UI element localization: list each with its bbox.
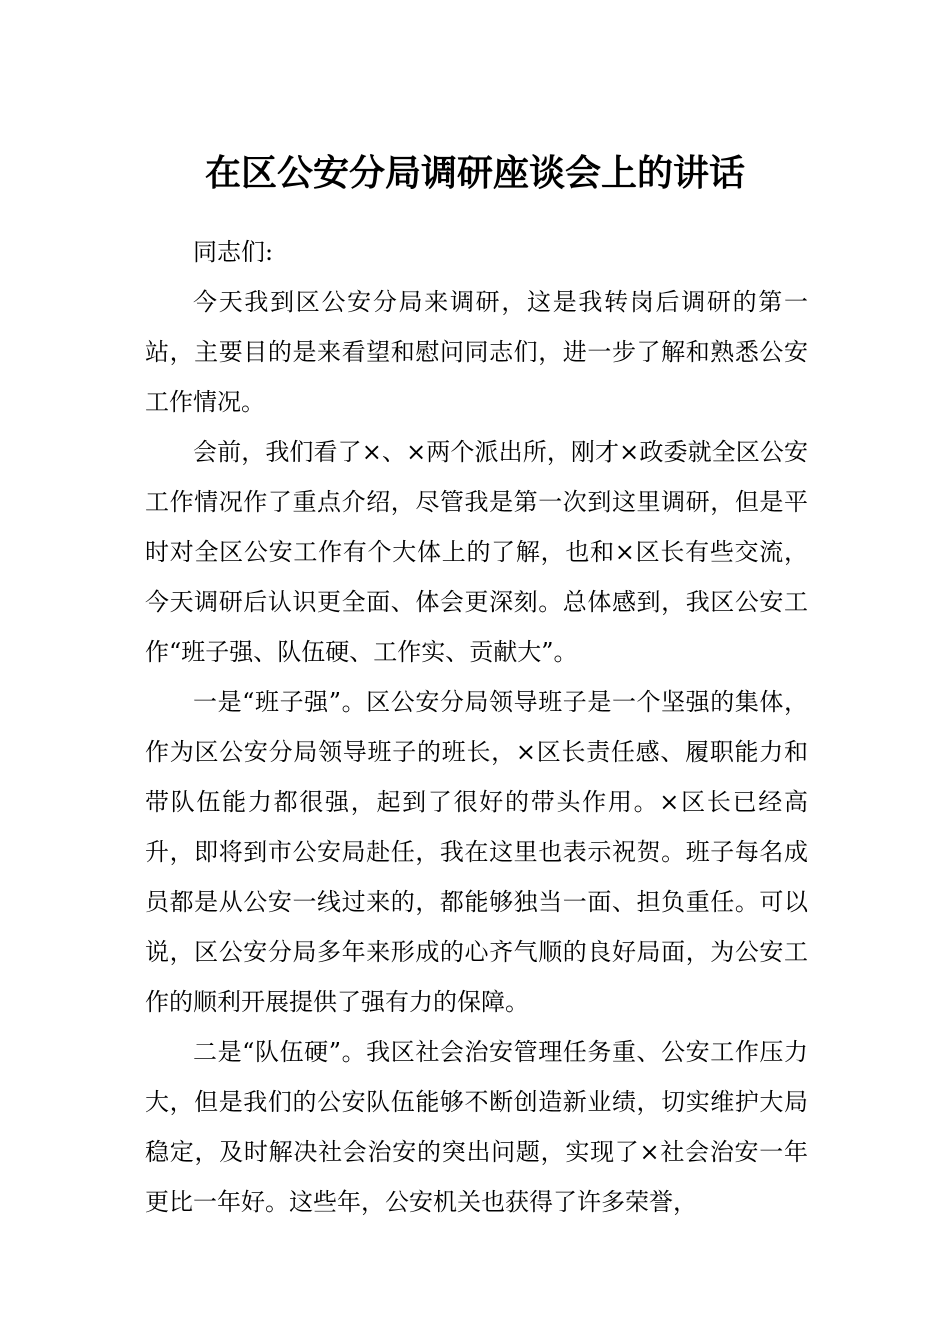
paragraph: 今天我到区公安分局来调研，这是我转岗后调研的第一站，主要目的是来看望和慰问同志们，进一步了解和熟悉公安工作情况。 [145, 288, 808, 416]
document-title: 在区公安分局调研座谈会上的讲话 [204, 152, 745, 194]
paragraph: 二是“队伍硬”。我区社会治安管理任务重、公安工作压力大，但是我们的公安队伍能够不断创造新业绩，切实维护大局稳定，及时解决社会治安的突出问题，实现了×社会治安一年更比一年好。这些年，公安机关也获得了许多荣誉， [145, 1038, 808, 1216]
paragraph: 一是“班子强”。区公安分局领导班子是一个坚强的集体，作为区公安分局领导班子的班长，×区长责任感、履职能力和带队伍能力都很强，起到了很好的带头作用。×区长已经高升，即将到市公安局赴任，我在这里也表示祝贺。班子每名成员都是从公安一线过来的，都能够独当一面、担负重任。可以说，区公安分局多年来形成的心齐气顺的良好局面，为公安工作的顺利开展提供了强有力的保障。 [145, 688, 808, 1016]
paragraph: 会前，我们看了×、×两个派出所，刚才×政委就全区公安工作情况作了重点介绍，尽管我是第一次到这里调研，但是平时对全区公安工作有个大体上的了解，也和×区长有些交流，今天调研后认识更全面、体会更深刻。总体感到，我区公安工作“班子强、队伍硬、工作实、贡献大”。 [145, 438, 808, 666]
document-body [145, 227, 808, 1227]
paragraph-salutation: 同志们: [193, 238, 274, 266]
